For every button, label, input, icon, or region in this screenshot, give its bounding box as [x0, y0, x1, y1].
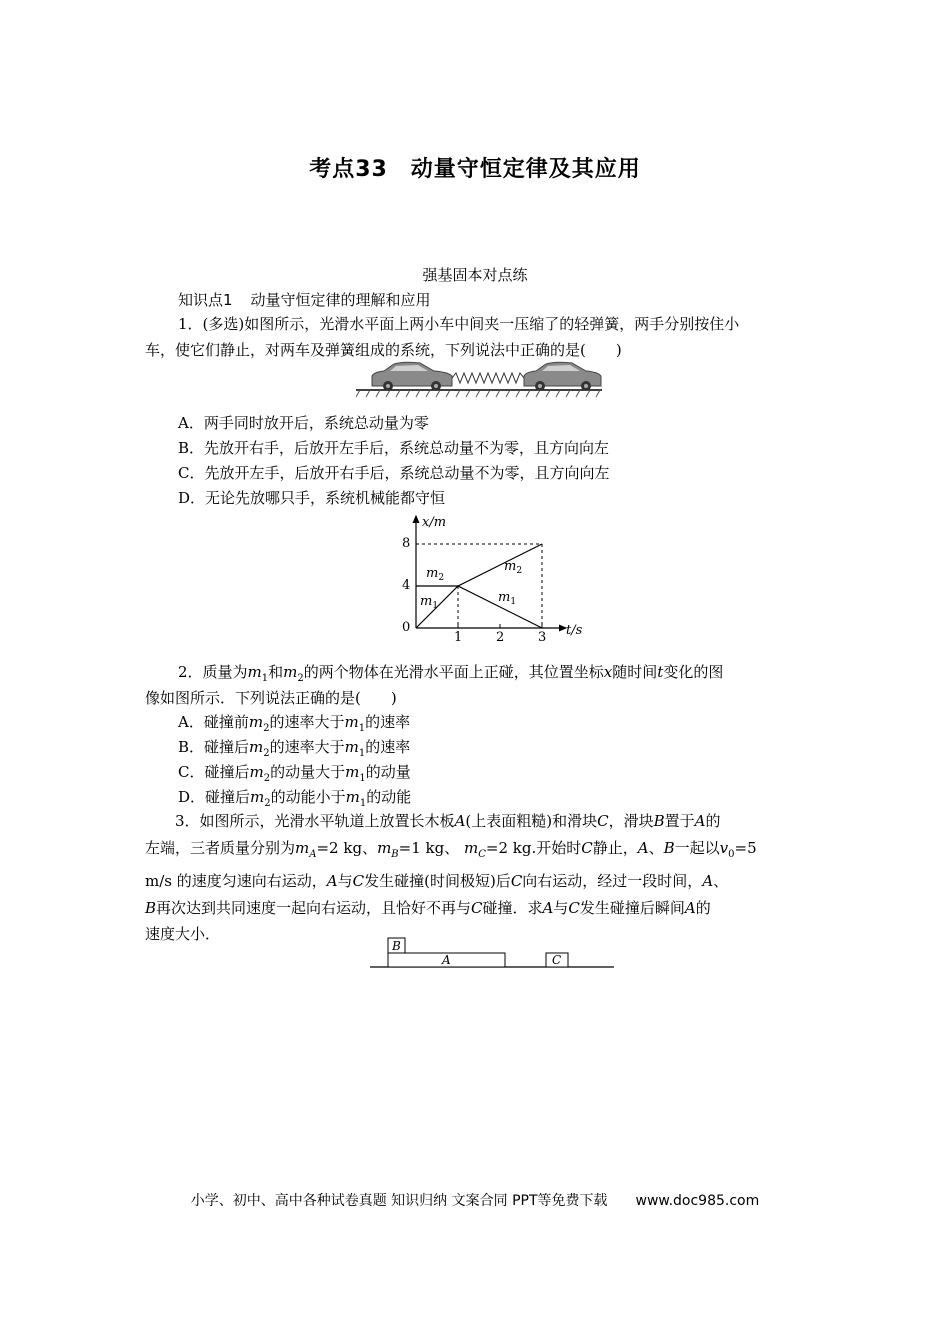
m2-label-before: $m_2$	[426, 566, 445, 583]
q2-opt-text: 的速率	[365, 713, 411, 731]
q2-var-m2: m	[283, 663, 298, 681]
q2-sub-1: 1	[261, 673, 269, 684]
q2-opt-text: 的动量	[365, 763, 411, 781]
knowledge-point-text: 动量守恒定律的理解和应用	[250, 291, 431, 309]
q2-opt-text: 的速率大于	[269, 738, 345, 756]
q2-opt-text: 的动能	[366, 788, 412, 806]
q3-line3: m/s 的速度匀速向右运动，A与C发生碰撞(时间极短)后C向右运动，经过一段时间，A、	[145, 872, 729, 890]
q2-sub: 2	[263, 723, 270, 734]
knowledge-point-heading	[178, 288, 431, 312]
q2-text: 的两个物体在光滑水平面上正碰，其位置坐标	[303, 663, 604, 681]
q1-stem-line2: 车，使它们静止，对两车及弹簧组成的系统，下列说法中正确的是( )	[145, 341, 622, 359]
q3-line1: 3．如图所示，光滑水平轨道上放置长木板A(上表面粗糙)和滑块C，滑块B置于A的	[175, 812, 721, 830]
m1-label-before: $m_1$	[420, 594, 439, 611]
q1-stem-line1: 1．(多选)如图所示，光滑水平面上两小车中间夹一压缩了的轻弹簧，两手分别按住小	[178, 315, 740, 333]
q2-var-m: m	[345, 788, 360, 806]
q2-var-m: m	[248, 713, 264, 731]
q2-sub: 2	[264, 798, 271, 809]
knowledge-point-label: 知识点1	[178, 291, 233, 309]
q2-opt-text: C．碰撞后	[178, 763, 250, 781]
q2-var-m: m	[250, 788, 265, 806]
q2-opt-text: A．碰撞前	[178, 713, 249, 731]
q3-board-blocks-figure	[370, 934, 616, 970]
section-heading: 强基固本对点练	[422, 266, 528, 284]
spring	[452, 373, 524, 383]
q2-var-m: m	[249, 738, 264, 756]
q3-line4: B再次达到共同速度一起向右运动，且恰好不再与C碰撞．求A与C发生碰撞后瞬间A的	[145, 898, 711, 917]
x-tick-2: 2	[496, 630, 505, 644]
svg-text:C: C	[552, 953, 562, 967]
q2-text: 随时间	[612, 663, 658, 681]
q3-stem	[145, 808, 807, 948]
m1-label-after: $m_1$	[498, 590, 517, 607]
q2-sub: 1	[358, 748, 366, 759]
q1-option-c[interactable]: C．先放开左手，后放开右手后，系统总动量不为零，且方向向左	[178, 464, 610, 482]
q1-cars-spring-figure	[356, 360, 602, 398]
q1-option-b[interactable]: B．先放开右手，后放开左手后，系统总动量不为零，且方向向左	[178, 439, 610, 457]
q2-var-m: m	[344, 713, 359, 731]
y-tick-4: 4	[402, 578, 411, 593]
xt-graph	[368, 508, 588, 644]
y-axis-label: x/m	[422, 515, 447, 530]
y-tick-0: 0	[402, 620, 411, 635]
footer-text: 小学、初中、高中各种试卷真题 知识归纳 文案合同 PPT等免费下载	[190, 1193, 608, 1209]
q2-opt-text: D．碰撞后	[178, 788, 251, 806]
m2-label-after: $m_2$	[504, 559, 523, 576]
q2-text: 变化的图	[663, 663, 724, 681]
q2-var-m: m	[344, 738, 359, 756]
q3-line2: 左端，三者质量分别为$m_A=2$ kg、$m_B=1$ kg、 $m_C=2$ kg.开始时C静止，A、B一起以$v_0=5$	[145, 838, 757, 860]
q2-opt-text: 的速率	[365, 738, 411, 756]
q2-sub: 1	[359, 798, 367, 809]
footer-url[interactable]: www.doc985.com	[635, 1193, 760, 1209]
q3-line5: 速度大小．	[145, 925, 221, 943]
q2-opt-text: 的速率大于	[269, 713, 345, 731]
left-car	[372, 362, 452, 391]
q2-stem-line2: 像如图所示．下列说法正确的是( )	[145, 689, 397, 707]
x-tick-1: 1	[454, 630, 463, 644]
q2-sub-2: 2	[297, 673, 304, 684]
svg-text:B: B	[392, 939, 401, 953]
q1-option-d[interactable]: D．无论先放哪只手，系统机械能都守恒	[178, 489, 446, 507]
q2-sub: 2	[263, 773, 271, 784]
q2-var-m1: m	[247, 663, 262, 681]
q2-sub: 2	[263, 748, 270, 759]
q2-text: 2．质量为	[178, 663, 248, 681]
x-tick-3: 3	[538, 630, 547, 644]
footer	[0, 1190, 950, 1210]
q2-var-x: x	[603, 663, 613, 681]
right-car	[524, 362, 601, 391]
y-tick-8: 8	[402, 536, 411, 551]
page-title: 考点33 动量守恒定律及其应用	[309, 157, 641, 182]
q2-text: 和	[268, 663, 284, 681]
q2-sub: 1	[358, 723, 366, 734]
q2-opt-text: B．碰撞后	[178, 738, 250, 756]
x-axis-label: t/s	[566, 623, 583, 638]
q2-var-m: m	[345, 763, 360, 781]
q2-sub: 1	[359, 773, 366, 784]
q2-var-m: m	[249, 763, 264, 781]
q2-var-t: t	[657, 663, 664, 681]
svg-text:A: A	[442, 953, 451, 967]
q2-opt-text: 的动能小于	[270, 788, 346, 806]
q1-option-a[interactable]: A．两手同时放开后，系统总动量为零	[178, 414, 429, 432]
q2-opt-text: 的动量大于	[270, 763, 346, 781]
